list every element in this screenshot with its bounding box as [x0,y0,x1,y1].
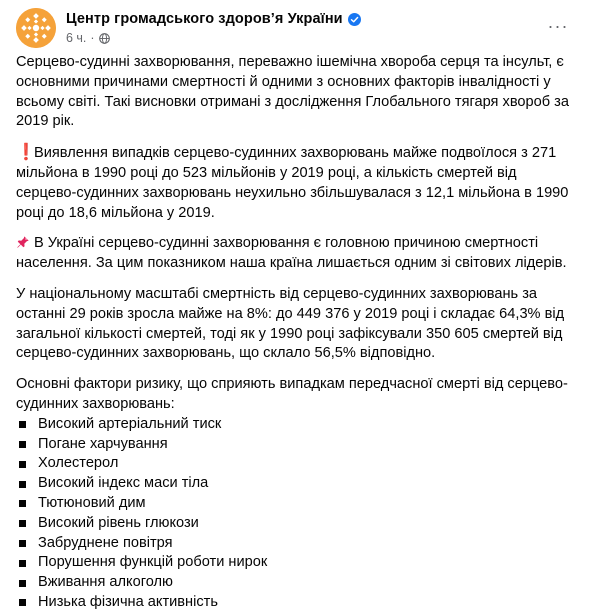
list-item [16,514,576,534]
page-name-row [66,9,361,29]
pushpin-icon [16,235,30,249]
verified-badge-icon [348,13,361,26]
page-avatar-logo-icon[interactable] [16,8,56,48]
list-item-text: Забруднене повітря [38,534,173,551]
bullet-square-icon [19,540,26,547]
list-item [16,573,576,593]
bullet-square-icon [19,481,26,488]
bullet-square-icon [19,461,26,468]
list-item [16,415,576,435]
bullet-square-icon [19,580,26,587]
list-item-text: Тютюновий дим [38,494,146,511]
bullet-square-icon [19,520,26,527]
list-item [16,553,576,573]
list-item [16,474,576,494]
list-item [16,454,576,474]
exclamation-icon: ❗ [16,144,36,162]
paragraph-risk-factors-intro: Основні фактори ризику, що сприяють випадкам передчасної смерті від серцево-судинних захворювань: [16,376,568,412]
list-item-text: Високий рівень глюкози [38,514,199,531]
list-item-text: Високий індекс маси тіла [38,475,209,492]
list-item-text: Погане харчування [38,435,168,452]
list-item-text: Низька фізична активність [38,593,218,610]
list-item-text: Порушення функцій роботи нирок [38,554,268,571]
paragraph-cases [16,143,576,223]
bullet-square-icon [19,500,26,507]
post-meta [66,30,110,46]
paragraph-ukraine [16,234,576,274]
list-item-text: Високий артеріальний тиск [38,415,222,432]
paragraph-ukraine-text: В Україні серцево-судинні захворювання є головною причиною смертності населення. За цим показником наша країна лишається одним зі світових лідерів. [16,235,567,272]
list-item-text: Вживання алкоголю [38,574,173,591]
bullet-square-icon [19,421,26,428]
bullet-square-icon [19,560,26,567]
bullet-square-icon [19,441,26,448]
post-content [16,53,576,613]
meta-separator: · [90,31,95,45]
post-header [16,8,574,48]
risk-factors-list [16,415,576,613]
paragraph-intro: Серцево-судинні захворювання, переважно ішемічна хвороба серця та інсульт, є основними причинами смертності й одними з основних факторів інвалідності у всьому світі. Такі висновки отримані з дослідження Глобального тягаря хвороб за 2019 рік. [16,54,569,130]
paragraph-cases-text: Виявлення випадків серцево-судинних захворювань майже подвоїлося з 271 мільйона в 1990 році до 523 мільйонів у 2019 році, а кількість смертей від серцево-судинних захворювань неухильно збільшувалася з 12,1 мільйона в 1990 році до 18,6 мільйона у 2019. [16,145,569,221]
bullet-square-icon [19,599,26,606]
post-options-button[interactable]: ··· [547,15,569,36]
list-item [16,435,576,455]
globe-icon[interactable] [99,33,110,44]
list-item [16,494,576,514]
list-item [16,593,576,613]
paragraph-national: У національному масштабі смертність від серцево-судинних захворювань за останні 29 років зросла майже на 8%: до 449 376 у 2019 році і складає 64,3% від загальної кількості смертей, тоді як у 1990 році зафіксували 350 605 смертей від серцево-судинних захворювань, що склало 56,5% відповідно. [16,285,565,362]
page-name-link[interactable]: Центр громадського здоров’я України [66,11,343,27]
post-timestamp[interactable]: 6 ч. [66,31,87,45]
list-item [16,534,576,554]
list-item-text: Холестерол [38,455,119,472]
